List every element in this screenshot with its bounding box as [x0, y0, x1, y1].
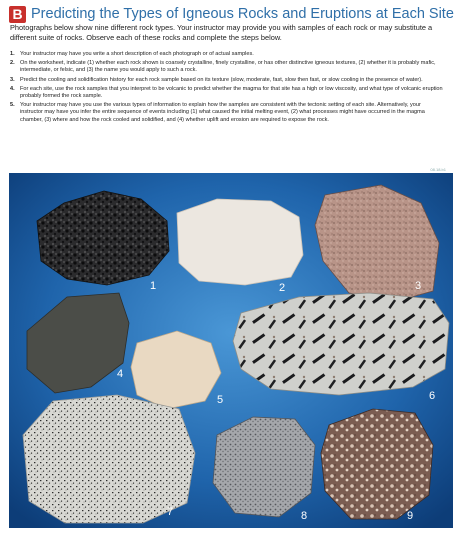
- rock-label-6: 6: [429, 390, 436, 402]
- step-number: 3.: [10, 76, 15, 83]
- rock-label-8: 8: [301, 510, 308, 522]
- step-item: [10, 51, 444, 58]
- rock-7-granite: [23, 395, 195, 523]
- step-item: [10, 102, 444, 123]
- intro-paragraph: Photographs below show nine different rock types. Your instructor may provide you with samples of each rock or may substitute a different suite of rocks. Observe each of these rocks and complete the steps below.: [10, 23, 433, 42]
- rock-photo-svg: [9, 173, 453, 528]
- rock-photo: [9, 173, 453, 528]
- rock-label-3: 3: [415, 280, 422, 292]
- rock-9-porphyry: [321, 409, 433, 519]
- step-number: 1.: [10, 51, 15, 57]
- rock-5-cream: [131, 331, 224, 409]
- step-number: 4.: [10, 85, 15, 92]
- rock-label-1: 1: [150, 280, 157, 292]
- rock-label-7: 7: [167, 506, 174, 518]
- step-number: 5.: [10, 102, 15, 109]
- step-text: Predict the cooling and solidification history for each rock sample based on its texture (slow, moderate, fast, slow then fast, or slow cooling in the presence of water).: [20, 76, 423, 83]
- step-text: Your instructor may have you use the various types of information to explain how the samples are consistent with the tectonic setting of each site. Alternatively, your instructor may have you infer the entire sequence of events including (1) what caused the initial melting event, (2) what processes might have occurred in the magma chamber, (3) where and how the rock cooled and solidified, and (4) whether uplift and erosion are required to expose the rock.: [20, 102, 425, 123]
- rock-label-5: 5: [217, 394, 224, 406]
- rock-2-felsic: [177, 199, 303, 285]
- rock-label-9: 9: [407, 510, 414, 522]
- step-text: On the worksheet, indicate (1) whether each rock shown is coarsely crystalline, finely crystalline, or has other distinctive igneous textures, (2) whether it is probably mafic, intermediate, or felsic, and (3) the name you would apply to such a rock.: [20, 60, 436, 74]
- rock-label-4: 4: [117, 368, 124, 380]
- step-item: [10, 86, 444, 100]
- step-number: 2.: [10, 60, 15, 67]
- step-text: Your instructor may have you write a short description of each photograph or of actual samples.: [20, 51, 254, 57]
- section-badge: B: [9, 6, 26, 23]
- step-item: [10, 60, 444, 74]
- rock-label-2: 2: [279, 282, 286, 294]
- figure-code: 08.18.b1: [430, 167, 446, 172]
- section-title: Predicting the Types of Igneous Rocks and Eruptions at Each Site: [31, 6, 454, 22]
- step-text: For each site, use the rock samples that you interpret to be volcanic to predict whether the magma for that site has a high or low viscosity, and what type of volcanic eruption probably formed the rock sample.: [20, 85, 443, 100]
- step-item: [10, 77, 444, 84]
- steps-list: [10, 51, 444, 126]
- rock-6-pegmatite: [233, 293, 449, 395]
